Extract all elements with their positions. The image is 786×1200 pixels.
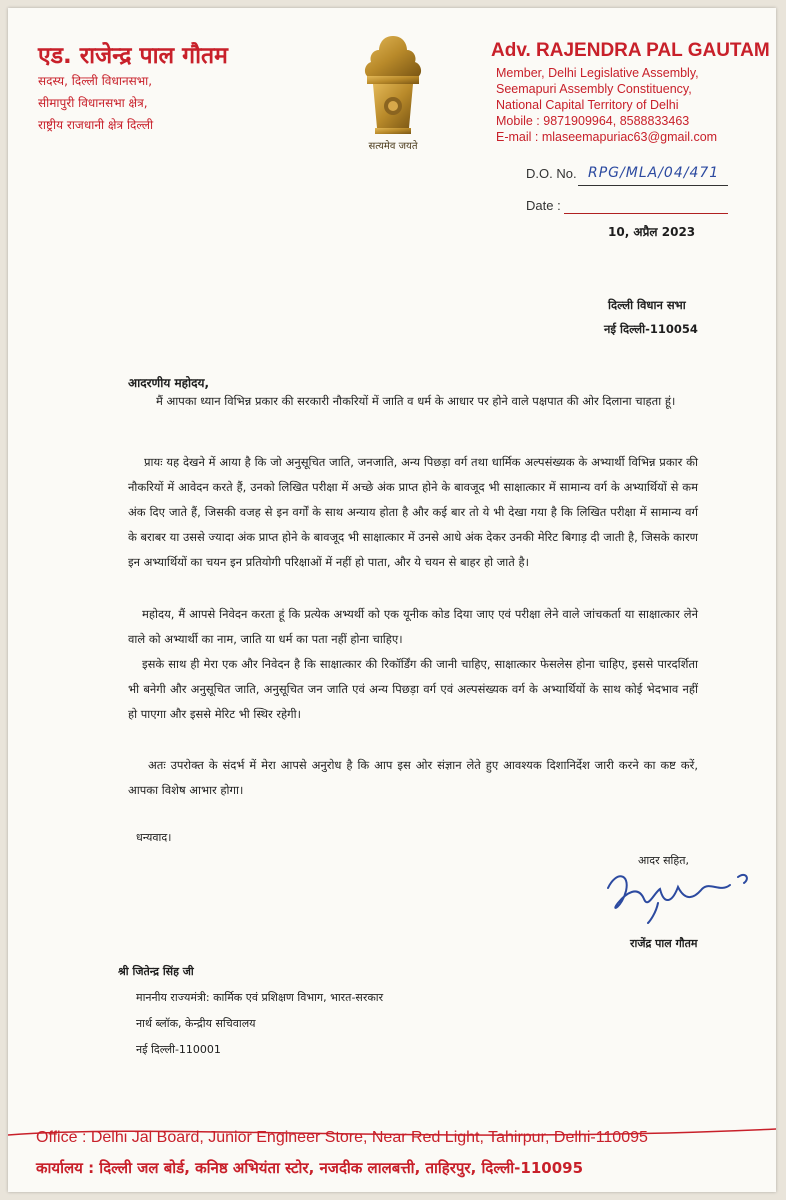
- addressee-line-3: नई दिल्ली-110001: [136, 1043, 221, 1056]
- paragraph-3: महोदय, मैं आपसे निवेदन करता हूं कि प्रत्येक अभ्यर्थी को एक यूनीक कोड दिया जाए एवं परीक्षा लेने वाले जांचकर्ता या साक्षात्कार लेने वाले को अभ्यार्थी का नाम, जाति या धर्म का पता नहीं होना चाहिए।: [128, 607, 698, 646]
- english-line-1: Member, Delhi Legislative Assembly,: [496, 66, 699, 80]
- assembly-address-line-2: नई दिल्ली-110054: [604, 322, 698, 336]
- office-address-hindi: कार्यालय : दिल्ली जल बोर्ड, कनिष्ठ अभियंता स्टोर, नजदीक लालबत्ती, ताहिरपुर, दिल्ली-110095: [36, 1159, 584, 1177]
- addressee-line-1: माननीय राज्यमंत्री: कार्मिक एवं प्रशिक्षण विभाग, भारत-सरकार: [136, 991, 384, 1004]
- email-line: E-mail : mlaseemapuriac63@gmail.com: [496, 130, 718, 144]
- english-line-2: Seemapuri Assembly Constituency,: [496, 82, 692, 96]
- date-value: 10, अप्रैल 2023: [608, 225, 696, 239]
- date-underline: [564, 213, 728, 214]
- paragraph-4: इसके साथ ही मेरा एक और निवेदन है कि साक्षात्कार की रिकॉर्डिंग की जानी चाहिए, साक्षात्कार फेसलेस होना चाहिए, इससे पारदर्शिता भी बनेगी और अनुसूचित जाति, अनुसूचित जन जाति एवं अन्य पिछड़ा वर्ग एवं अल्पसंख्यक वर्ग के अभ्यार्थियों के साथ कोई भेदभाव नहीं हो पाएगा और इससे मेरिट भी स्थिर रहेगी।: [128, 657, 698, 721]
- hindi-line-2: सीमापुरी विधानसभा क्षेत्र,: [38, 96, 148, 110]
- paragraph-1: मैं आपका ध्यान विभिन्न प्रकार की सरकारी नौकरियों में जाति व धर्म के आधार पर होने वाले पक्षपात की ओर दिलाना चाहता हूं।: [156, 394, 676, 408]
- signature-icon: [598, 863, 758, 928]
- emblem-motto: सत्यमेव जयते: [368, 141, 418, 152]
- hindi-line-1: सदस्य, दिल्ली विधानसभा,: [38, 74, 153, 88]
- date-label: Date :: [526, 198, 561, 213]
- english-name: Adv. RAJENDRA PAL GAUTAM: [491, 40, 770, 61]
- paragraph-5: अतः उपरोक्त के संदर्भ में मेरा आपसे अनुरोध है कि आप इस ओर संज्ञान लेते हुए आवश्यक दिशानिर्देश जारी करने का कष्ट करें, आपका विशेष आभार होगा।: [128, 758, 698, 797]
- thanks: धन्यवाद।: [136, 831, 172, 844]
- salutation: आदरणीय महोदय,: [128, 376, 210, 390]
- paragraph-2: प्रायः यह देखने में आया है कि जो अनुसूचित जाति, जनजाति, अन्य पिछड़ा वर्ग तथा धार्मिक अल्पसंख्यक के अभ्यार्थी विभिन्न प्रकार की नौकरियों में आवेदन करते हैं, उनको लिखित परीक्षा में अच्छे अंक प्राप्त होने के बावजूद भी साक्षात्कार में सामान्य वर्ग के अभ्यार्थियों से कम अंक दिए जाते हैं, जिसकी वजह से इन वर्गों के साथ अन्याय होता है और कई बार तो ये भी देखा गया है कि लिखित परीक्षा में सामान्य वर्ग के बराबर या उससे ज्यादा अंक प्राप्त होने के बावजूद भी साक्षात्कार में उनसे आधे अंक देकर उनकी मेरिट बिगाड़ दी जाती है, जिसके कारण इन अभ्यार्थियों का चयन इन प्रतियोगी परिक्षाओं में नहीं हो पाता, और ये चयन से बाहर हो जाते है।: [128, 455, 698, 569]
- hindi-name: एड. राजेन्द्र पाल गौतम: [38, 43, 228, 69]
- addressee-name: श्री जितेन्द्र सिंह जी: [118, 965, 194, 978]
- do-number-value: RPG/MLA/04/471: [588, 165, 720, 181]
- english-line-3: National Capital Territory of Delhi: [496, 98, 679, 112]
- office-address-english: Office : Delhi Jal Board, Junior Engineer Store, Near Red Light, Tahirpur, Delhi-110095: [36, 1129, 648, 1146]
- closing: आदर सहित,: [638, 854, 689, 867]
- letter-page: [8, 8, 776, 1192]
- addressee-line-2: नार्थ ब्लॉक, केन्द्रीय सचिवालय: [136, 1017, 256, 1030]
- assembly-address-line-1: दिल्ली विधान सभा: [608, 298, 686, 312]
- do-number-label: D.O. No.: [526, 166, 577, 181]
- signatory-name: राजेंद्र पाल गौतम: [630, 937, 698, 950]
- do-number-underline: [578, 185, 728, 186]
- hindi-line-3: राष्ट्रीय राजधानी क्षेत्र दिल्ली: [38, 118, 154, 132]
- mobile-line: Mobile : 9871909964, 8588833463: [496, 114, 690, 128]
